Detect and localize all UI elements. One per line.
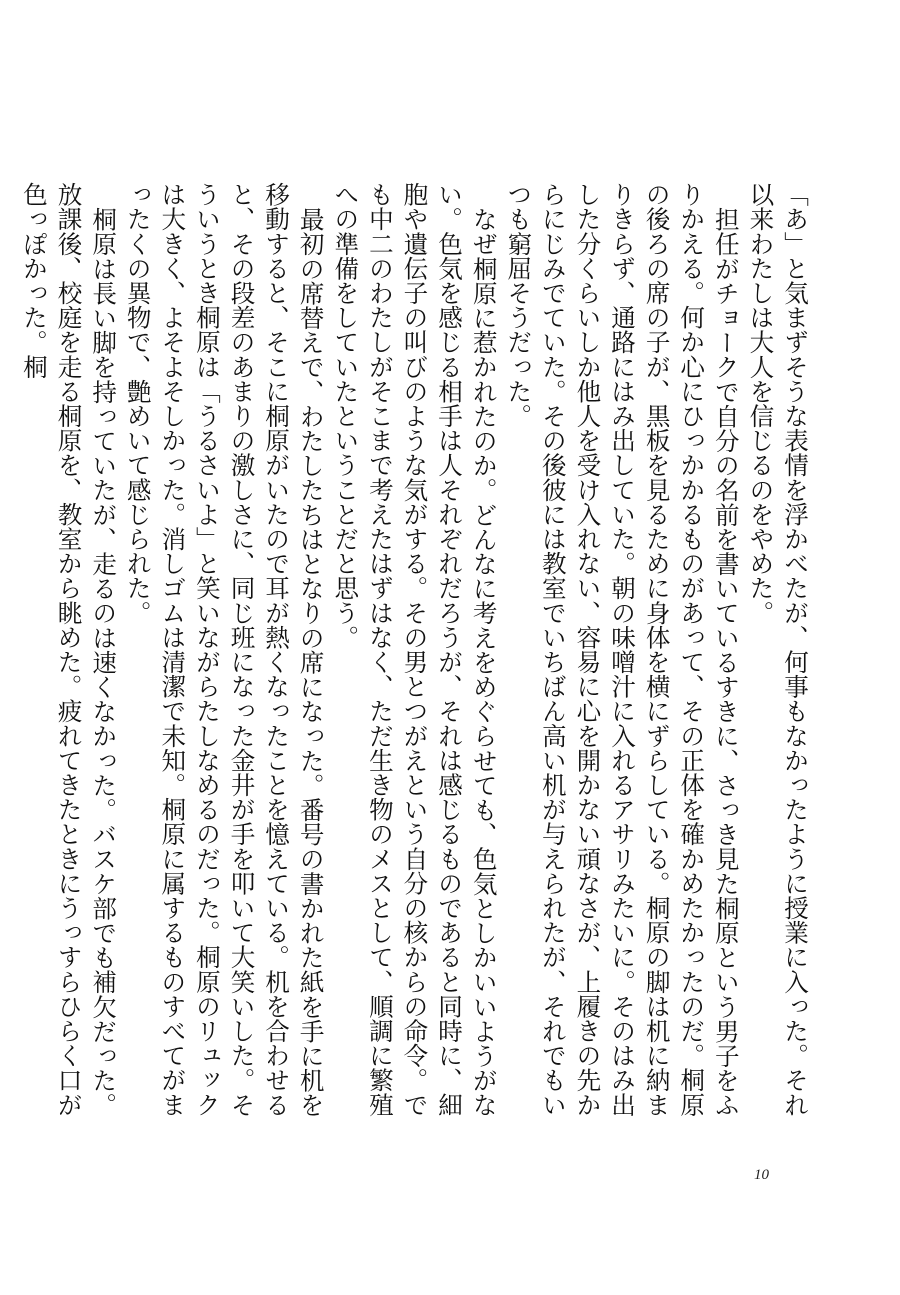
- paragraph-2: 担任がチョークで自分の名前を書いているすきに、さっき見た桐原という男子をふりかえる。何か心にひっかかるものがあって、その正体を確かめたかったのだ。桐原の後ろの席の子が、黒板を見るために身体を横にずらしている。桐原の脚は机に納まりきらず、通路にはみ出していた。朝の味噌汁に入れるアサリみたいに。そのはみ出した分くらいしか他人を受け入れない、容易に心を開かない頑なさが、上履きの先からにじみでていた。その後彼には教室でいちばん高い机が与えられたが、それでもいつも窮屈そうだった。: [504, 182, 741, 1117]
- paragraph-3: なぜ桐原に惹かれたのか。どんなに考えをめぐらせても、色気としかいいようがない。色気を感じる相手は人それぞれだろうが、それは感じるものであると同時に、細胞や遺伝子の叫びのような気がする。その男とつがえという自分の核からの命令。でも中二のわたしがそこまで考えたはずはなく、ただ生き物のメスとして、順調に繁殖への準備をしていたということだと思う。: [331, 182, 499, 1117]
- page-number: 10: [754, 1167, 769, 1183]
- paragraph-1: 「あ」と気まずそうな表情を浮かべたが、何事もなかったように授業に入った。それ以来わたしは大人を信じるのをやめた。: [746, 182, 810, 1117]
- paragraph-5: 桐原は長い脚を持っていたが、走るのは速くなかった。バスケ部でも補欠だった。放課後、校庭を走る桐原を、教室から眺めた。疲れてきたときにうっすらひらく口が色っぽかった。桐: [19, 182, 119, 1117]
- vertical-text-body: [19, 182, 812, 1122]
- paragraph-4: 最初の席替えで、わたしたちはとなりの席になった。番号の書かれた紙を手に机を移動すると、そこに桐原がいたので耳が熱くなったことを憶えている。机を合わせると、その段差のあまりの激しさに、同じ班になった金井が手を叩いて大笑いした。そういうとき桐原は「うるさいよ」と笑いながらたしなめるのだった。桐原のリュックは大きく、よそよそしかった。消しゴムは清潔で未知。桐原に属するものすべてがまったくの異物で、艶めいて感じられた。: [123, 182, 326, 1117]
